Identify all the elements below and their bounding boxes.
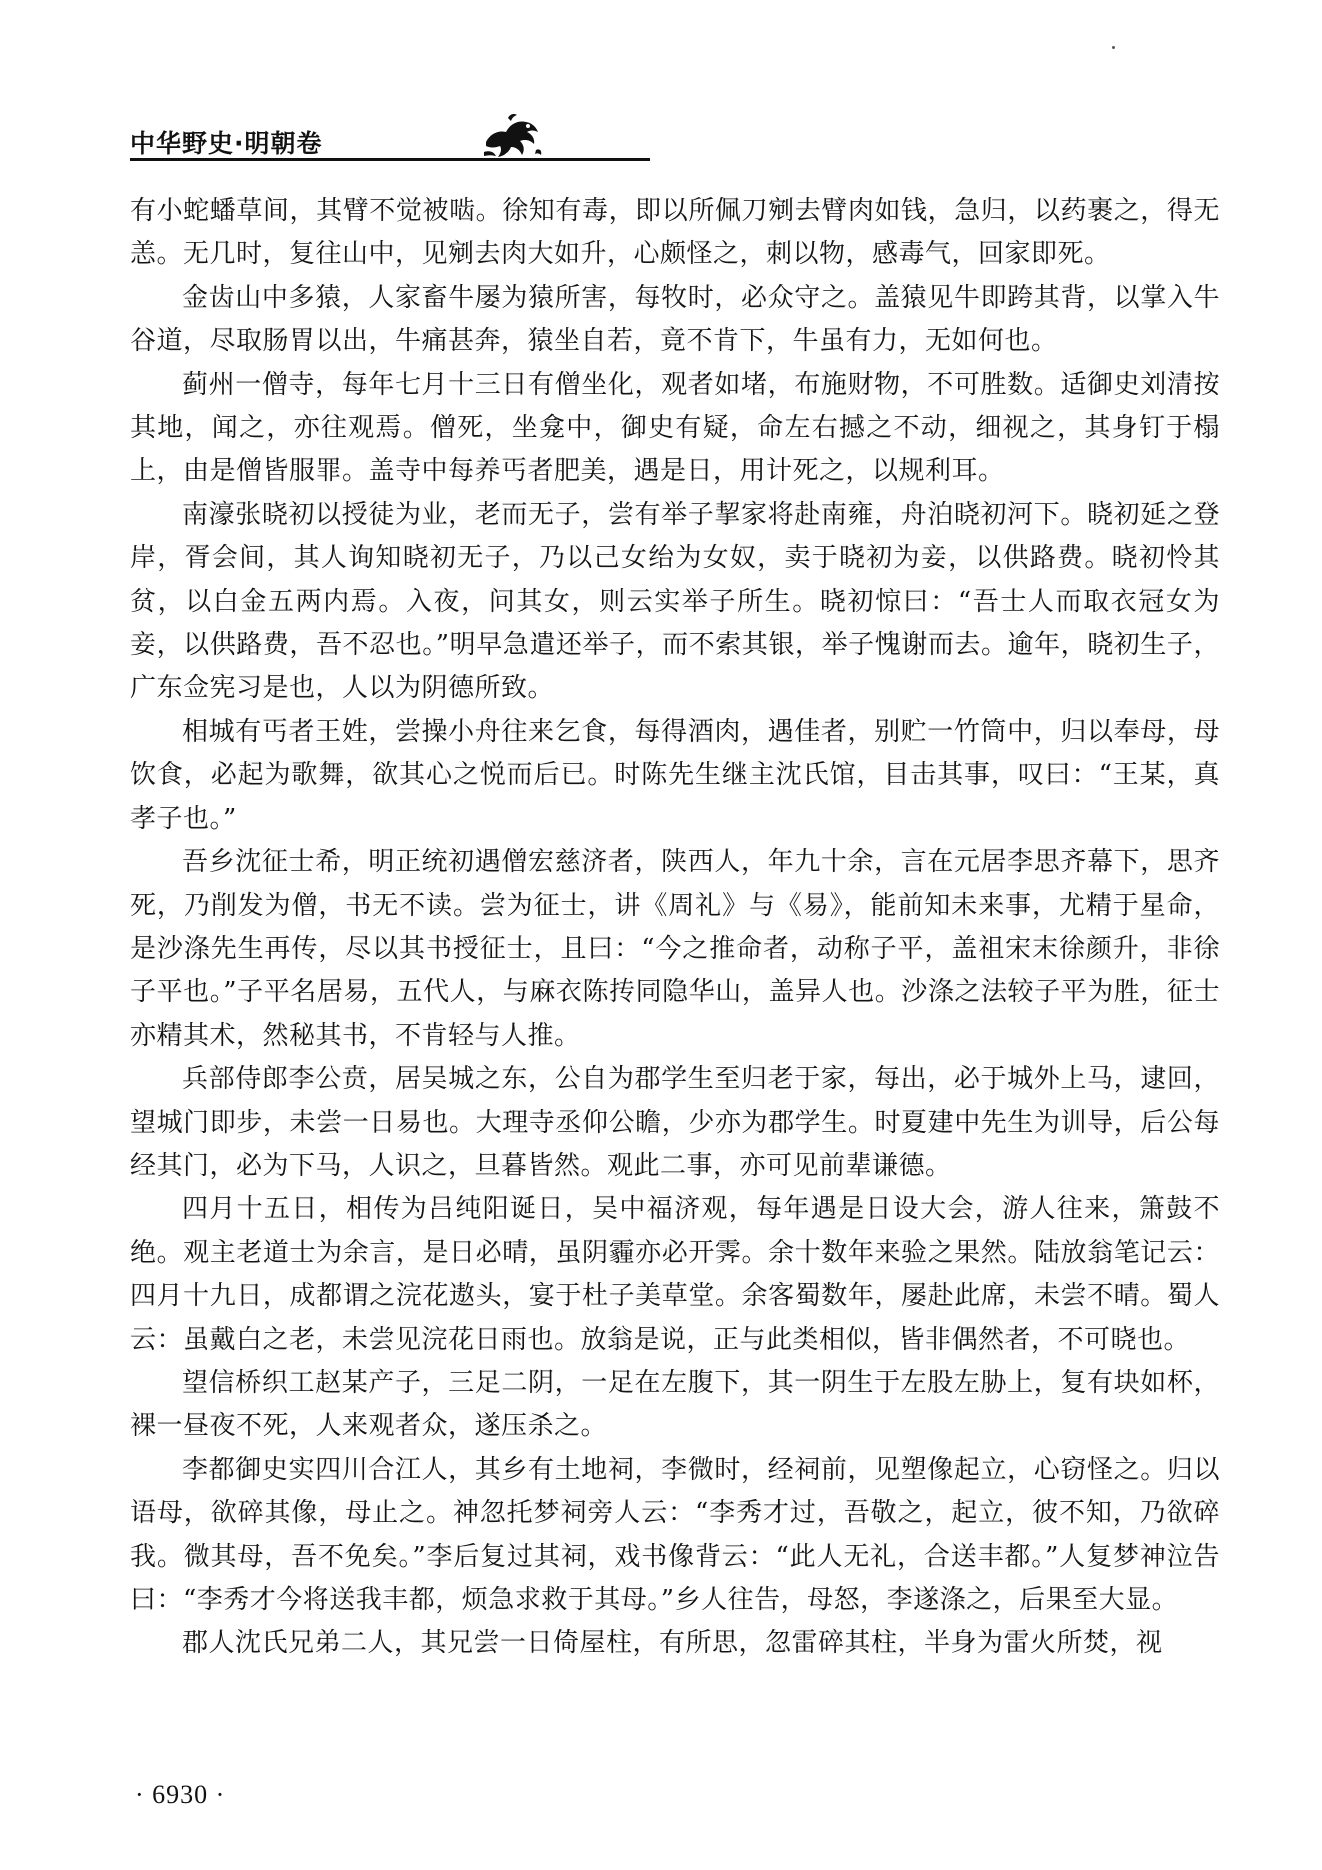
page-header: [130, 112, 1220, 162]
header-rule: [130, 158, 650, 161]
paragraph: 郡人沈氏兄弟二人，其兄尝一日倚屋柱，有所思，忽雷碎其柱，半身为雷火所焚，视: [182, 1628, 1163, 1659]
paragraph: 蓟州一僧寺，每年七月十三日有僧坐化，观者如堵，布施财物，不可胜数。适御史刘清按其地，闻之，亦往观焉。僧死，坐龛中，御史有疑，命左右撼之不动，细视之，其身钉于榻上，由是僧皆服罪。盖寺中每养丐者肥美，遇是日，用计死之，以规利耳。: [130, 369, 1220, 487]
book-title: 中华野史·明朝卷: [130, 129, 323, 158]
paragraph: 有小蛇蟠草间，其臂不觉被啮。徐知有毒，即以所佩刀剜去臂肉如钱，急归，以药裹之，得无恙。无几时，复往山中，见剜去肉大如升，心颇怪之，刺以物，感毒气，回家即死。: [130, 196, 1220, 270]
paragraph: 吾乡沈征士希，明正统初遇僧宏慈济者，陕西人，年九十余，言在元居李思齐幕下，思齐死，乃削发为僧，书无不读。尝为征士，讲《周礼》与《易》，能前知未来事，尤精于星命，是沙涤先生再传，尽以其书授征士，且曰：“今之推命者，动称子平，盖祖宋末徐颜升，非徐子平也。”子平名居易，五代人，与麻衣陈抟同隐华山，盖异人也。沙涤之法较子平为胜，征士亦精其术，然秘其书，不肯轻与人推。: [130, 847, 1220, 1051]
paragraph: 四月十五日，相传为吕纯阳诞日，吴中福济观，每年遇是日设大会，游人往来，箫鼓不绝。观主老道士为余言，是日必晴，虽阴霾亦必开霁。余十数年来验之果然。陆放翁笔记云：四月十九日，成都谓之浣花遨头，宴于杜子美草堂。余客蜀数年，屡赴此席，未尝不晴。蜀人云：虽戴白之老，未尝见浣花日雨也。放翁是说，正与此类相似，皆非偶然者，不可晓也。: [130, 1194, 1220, 1355]
paragraph: 相城有丐者王姓，尝操小舟往来乞食，每得酒肉，遇佳者，别贮一竹筒中，归以奉母，母饮食，必起为歌舞，欲其心之悦而后已。时陈先生继主沈氏馆，目击其事，叹曰：“王某，真孝子也。”: [130, 716, 1220, 834]
paragraph: 兵部侍郎李公贲，居吴城之东，公自为郡学生至归老于家，每出，必于城外上马，逮回，望城门即步，未尝一日易也。大理寺丞仰公瞻，少亦为郡学生。时夏建中先生为训导，后公每经其门，必为下马，人识之，旦暮皆然。观此二事，亦可见前辈谦德。: [130, 1064, 1220, 1181]
paragraph: 金齿山中多猿，人家畜牛屡为猿所害，每牧时，必众守之。盖猿见牛即跨其背，以掌入牛谷道，尽取肠胃以出，牛痛甚奔，猿坐自若，竟不肯下，牛虽有力，无如何也。: [130, 282, 1220, 357]
paragraph: 望信桥织工赵某产子，三足二阴，一足在左腹下，其一阴生于左股左胁上，复有块如杯，裸一昼夜不死，人来观者众，遂压杀之。: [130, 1367, 1220, 1442]
paragraph: 李都御史实四川合江人，其乡有土地祠，李微时，经祠前，见塑像起立，心窃怪之。归以语母，欲碎其像，母止之。神忽托梦祠旁人云：“李秀才过，吾敬之，起立，彼不知，乃欲碎我。微其母，吾不免矣。”李后复过其祠，戏书像背云：“此人无礼，合送丰都。”人复梦神泣告曰：“李秀才今将送我丰都，烦急求救于其母。”乡人往告，母怒，李遂涤之，后果至大显。: [130, 1454, 1220, 1615]
paragraph: 南濠张晓初以授徒为业，老而无子，尝有举子挈家将赴南雍，舟泊晓初河下。晓初延之登岸，胥会间，其人询知晓初无子，乃以己女绐为女奴，卖于晓初为妾，以供路费。晓初怜其贫，以白金五两内焉。入夜，问其女，则云实举子所生。晓初惊曰：“吾士人而取衣冠女为妾，以供路费，吾不忍也。”明早急遣还举子，而不索其银，举子愧谢而去。逾年，晓初生子，广东佥宪习是也，人以为阴德所致。: [130, 499, 1220, 704]
scan-speck: [1112, 46, 1115, 49]
body-text: [130, 190, 1220, 1666]
dragon-icon: [480, 112, 544, 160]
page-number: · 6930 ·: [135, 1780, 226, 1809]
